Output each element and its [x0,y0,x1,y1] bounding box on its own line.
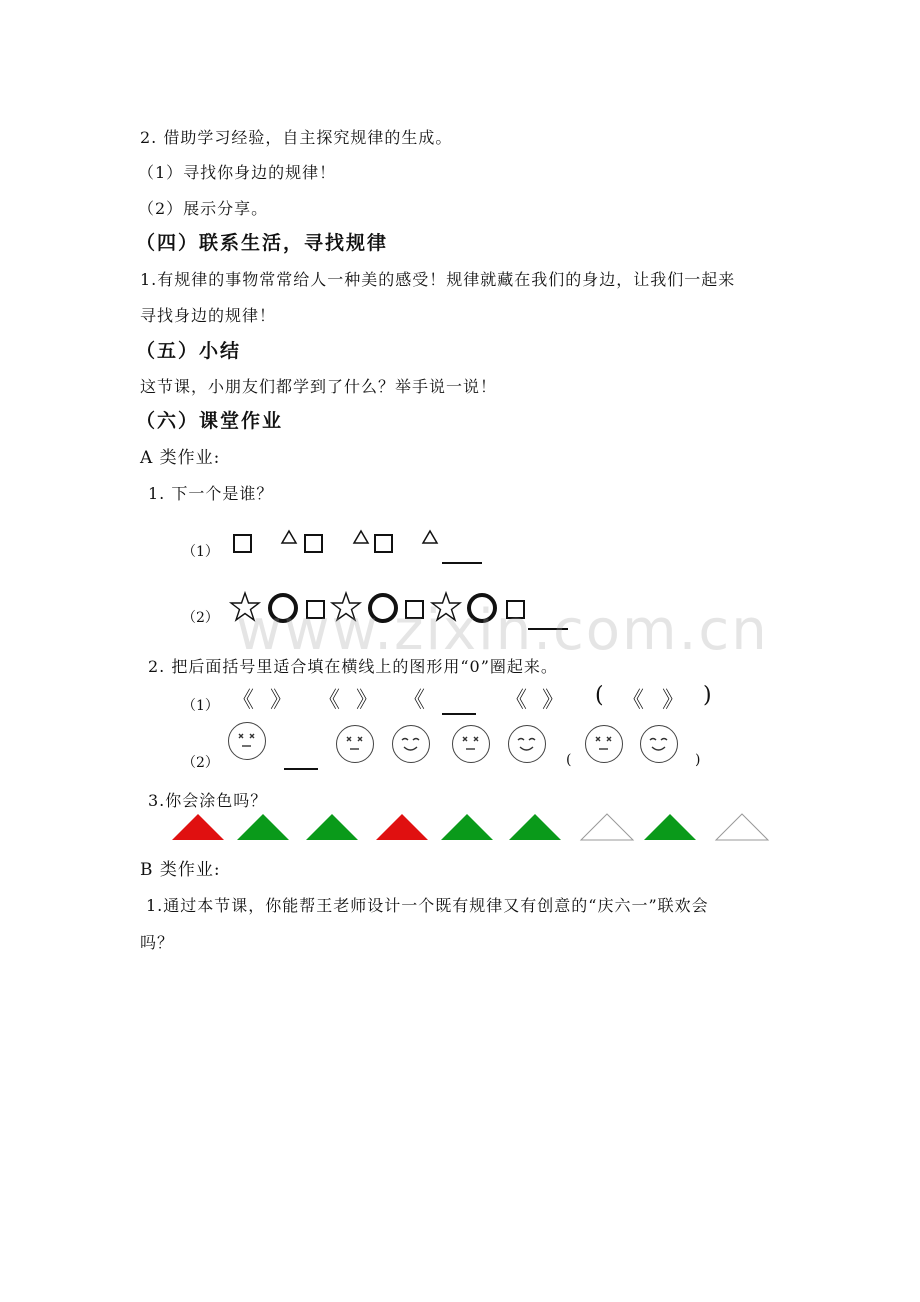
b-title: B 类作业: [140,860,221,880]
square-icon [305,535,322,552]
b-q1a: 1.通过本节课，你能帮王老师设计一个既有规律又有创意的“庆六一”联欢会 [146,896,709,915]
q2: 2. 把后面括号里适合填在横线上的图形用“0”圈起来。 [148,657,558,676]
para-4b: 寻找身边的规律！ [140,306,277,325]
line-2-2: （2）展示分享。 [138,199,269,218]
heading-6: （六）课堂作业 [136,410,284,432]
smile-face-icon [392,725,430,763]
triangle-red-icon [172,814,224,840]
triangle-red-icon [376,814,428,840]
smile-face-icon [508,725,546,763]
line-2: 2. 借助学习经验，自主探究规律的生成。 [140,128,453,147]
square-icon [375,535,392,552]
paren-open-2: ( [566,752,572,768]
paren-close-2: ) [695,752,701,768]
dbl-close-1: 》 [270,688,293,713]
triangle-green-icon [441,814,493,840]
triangle-green-icon [644,814,696,840]
q2-2-blank[interactable] [284,768,318,770]
dbl-open-4: 《 [505,688,528,713]
dbl-open-1: 《 [232,688,255,713]
dbl-close-4: 》 [542,688,565,713]
watermark: www.zixin.com.cn [236,598,769,663]
smile-face-icon [640,725,678,763]
q2-1-label: （1） [182,698,219,714]
dizzy-face-icon [228,722,266,760]
line-2-1: （1）寻找你身边的规律！ [138,163,337,182]
heading-4: （四）联系生活，寻找规律 [136,232,389,254]
triangle-row [170,810,770,844]
dbl-close-2: 》 [356,688,379,713]
q1-1-label: （1） [182,544,219,560]
q1-2-label: （2） [182,610,219,626]
triangle-white-icon [581,814,633,840]
triangle-white-icon [716,814,768,840]
q2-1-blank[interactable] [442,713,476,715]
dbl-open-5: 《 [622,688,645,713]
b-q1b: 吗？ [140,933,175,952]
dbl-open-3: 《 [403,688,426,713]
paren-close-1: ) [703,683,712,708]
q1-1-blank[interactable] [442,562,482,564]
dizzy-face-icon [585,725,623,763]
triangle-icon [282,531,296,543]
para-4a: 1.有规律的事物常常给人一种美的感受！规律就藏在我们的身边，让我们一起来 [140,270,736,289]
dizzy-face-icon [452,725,490,763]
triangle-green-icon [509,814,561,840]
heading-5: （五）小结 [136,340,242,362]
paren-open-1: ( [595,683,604,708]
triangle-green-icon [306,814,358,840]
square-icon [234,535,251,552]
dizzy-face-icon [336,725,374,763]
triangle-icon [423,531,437,543]
dbl-close-5: 》 [662,688,685,713]
q3: 3.你会涂色吗？ [148,791,268,810]
q2-2-label: （2） [182,755,219,771]
para-5: 这节课，小朋友们都学到了什么？举手说一说！ [140,377,498,396]
dbl-open-2: 《 [318,688,341,713]
triangle-icon [354,531,368,543]
triangle-green-icon [237,814,289,840]
q1: 1. 下一个是谁？ [148,484,274,503]
a-title: A 类作业: [140,448,221,468]
